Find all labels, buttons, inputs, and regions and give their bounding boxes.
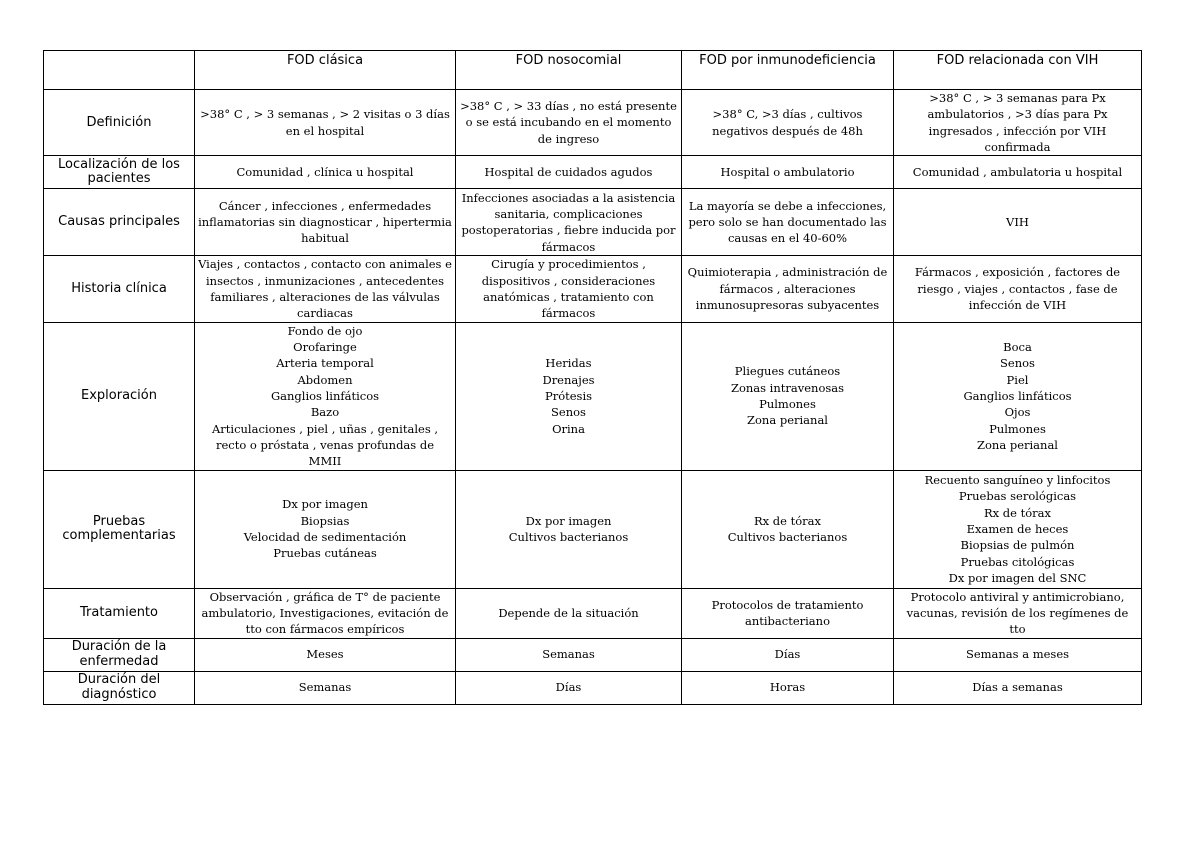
fod-comparison-table [43, 50, 1142, 705]
cell-line: >38° C , > 33 días , no está presente o se está incubando en el momento de ingreso [460, 99, 677, 146]
cell-line: Comunidad , ambulatoria u hospital [912, 165, 1123, 180]
row-label-tratamiento: Tratamiento [44, 588, 195, 638]
cell-line: Dx por imagen del SNC [948, 570, 1087, 585]
cell-exploracion-fod-clasica [195, 322, 456, 470]
cell-duracion-enfermedad-fod-nosocomial [456, 638, 682, 671]
cell-line: Semanas a meses [965, 647, 1070, 662]
cell-line: Días [555, 680, 582, 695]
header-fod-vih: FOD relacionada con VIH [894, 51, 1142, 90]
cell-line: Heridas [545, 356, 592, 371]
cell-line: Observación , gráfica de T° de paciente ambulatorio, Investigaciones, evitación de tto con fármacos empíricos [201, 589, 449, 637]
cell-causas-fod-clasica [195, 189, 456, 256]
cell-duracion-enfermedad-fod-vih [894, 638, 1142, 671]
cell-line: Abdomen [297, 372, 353, 387]
table-row-historia [44, 256, 1142, 322]
table-row-localizacion [44, 156, 1142, 189]
cell-localizacion-fod-vih [894, 156, 1142, 189]
cell-line: Infecciones asociadas a la asistencia sanitaria, complicaciones postoperatorias , fiebre inducida por fármacos [461, 190, 676, 254]
cell-duracion-enfermedad-fod-inmunodeficiencia [682, 638, 894, 671]
cell-line: Dx por imagen [282, 497, 368, 512]
cell-line: Ganglios linfáticos [963, 388, 1072, 403]
cell-line: Biopsias [300, 513, 350, 528]
cell-line: Drenajes [542, 372, 595, 387]
cell-duracion-diagnostico-fod-clasica [195, 671, 456, 704]
cell-line: Pruebas citológicas [960, 554, 1075, 569]
table-row-duracion-enfermedad [44, 638, 1142, 671]
table-row-tratamiento [44, 588, 1142, 638]
cell-causas-fod-inmunodeficiencia [682, 189, 894, 256]
cell-line: Orofaringe [293, 339, 357, 354]
cell-line: Rx de tórax [753, 513, 821, 528]
cell-line: Depende de la situación [498, 605, 639, 620]
table-row-pruebas [44, 470, 1142, 588]
cell-line: Protocolos de tratamiento antibacteriano [711, 597, 864, 629]
row-label-historia: Historia clínica [44, 256, 195, 322]
cell-line: Días a semanas [972, 680, 1063, 695]
cell-line: Zona perianal [977, 437, 1058, 452]
cell-line: Cirugía y procedimientos , dispositivos , consideraciones anatómicas , tratamiento con fármacos [481, 257, 656, 321]
cell-line: Pulmones [989, 421, 1046, 436]
cell-line: Recuento sanguíneo y linfocitos [924, 472, 1111, 487]
cell-exploracion-fod-inmunodeficiencia [682, 322, 894, 470]
cell-duracion-diagnostico-fod-vih [894, 671, 1142, 704]
cell-line: Fármacos , exposición , factores de riesgo , viajes , contactos , fase de infección de VIH [914, 265, 1121, 313]
cell-line: Cultivos bacterianos [508, 530, 629, 545]
cell-line: Quimioterapia , administración de fármacos , alteraciones inmunosupresoras subyacentes [687, 265, 888, 313]
cell-line: Bazo [310, 405, 340, 420]
row-label-causas: Causas principales [44, 189, 195, 256]
cell-pruebas-fod-vih [894, 470, 1142, 588]
row-label-duracion-diagnostico: Duración del diagnóstico [44, 671, 195, 704]
table-row-definicion [44, 90, 1142, 156]
cell-definicion-fod-clasica [195, 90, 456, 156]
cell-definicion-fod-vih [894, 90, 1142, 156]
cell-line: Ojos [1004, 405, 1031, 420]
cell-line: Pruebas cutáneas [273, 546, 377, 561]
cell-historia-fod-inmunodeficiencia [682, 256, 894, 322]
cell-line: Piel [1006, 372, 1029, 387]
cell-line: Rx de tórax [983, 505, 1051, 520]
cell-line: Senos [551, 405, 586, 420]
cell-line: Prótesis [544, 388, 593, 403]
cell-line: Examen de heces [966, 521, 1069, 536]
cell-line: Arteria temporal [276, 356, 374, 371]
cell-historia-fod-clasica [195, 256, 456, 322]
row-label-exploracion: Exploración [44, 322, 195, 470]
cell-line: Semanas [298, 680, 352, 695]
cell-exploracion-fod-nosocomial [456, 322, 682, 470]
table-row-duracion-diagnostico [44, 671, 1142, 704]
header-fod-nosocomial: FOD nosocomial [456, 51, 682, 90]
cell-line: Cáncer , infecciones , enfermedades inflamatorias sin diagnosticar , hipertermia habitual [198, 198, 452, 246]
cell-historia-fod-nosocomial [456, 256, 682, 322]
cell-line: Orina [552, 421, 585, 436]
cell-line: Viajes , contactos , contacto con animales e insectos , inmunizaciones , antecedentes familiares , alteraciones de las válvulas cardiacas [198, 257, 452, 321]
row-label-pruebas: Pruebas complementarias [44, 470, 195, 588]
cell-definicion-fod-nosocomial [456, 90, 682, 156]
cell-line: Velocidad de sedimentación [243, 530, 407, 545]
header-fod-clasica: FOD clásica [195, 51, 456, 90]
cell-line: >38° C , > 3 semanas para Px ambulatorios , >3 días para Px ingresados , infección por VIH confirmada [927, 91, 1108, 154]
cell-exploracion-fod-vih [894, 322, 1142, 470]
cell-line: >38° C, >3 días , cultivos negativos después de 48h [712, 107, 863, 138]
cell-line: Comunidad , clínica u hospital [236, 165, 414, 180]
cell-pruebas-fod-inmunodeficiencia [682, 470, 894, 588]
cell-line: Ganglios linfáticos [270, 388, 380, 403]
header-fod-inmunodeficiencia: FOD por inmunodeficiencia [682, 51, 894, 90]
cell-line: Cultivos bacterianos [727, 530, 848, 545]
cell-line: Hospital o ambulatorio [720, 165, 855, 180]
row-label-localizacion: Localización de los pacientes [44, 156, 195, 189]
cell-line: Semanas [542, 647, 595, 662]
cell-pruebas-fod-nosocomial [456, 470, 682, 588]
cell-duracion-diagnostico-fod-inmunodeficiencia [682, 671, 894, 704]
cell-definicion-fod-inmunodeficiencia [682, 90, 894, 156]
cell-line: Hospital de cuidados agudos [484, 165, 653, 180]
cell-line: La mayoría se debe a infecciones, pero solo se han documentado las causas en el 40-60% [688, 198, 887, 246]
table-row-causas [44, 189, 1142, 256]
cell-line: Pliegues cutáneos [734, 364, 841, 379]
cell-line: Articulaciones , piel , uñas , genitales , recto o próstata , venas profundas de MMII [211, 421, 439, 469]
cell-line: Senos [1000, 356, 1035, 371]
cell-line: Biopsias de pulmón [960, 538, 1075, 553]
cell-line: Protocolo antiviral y antimicrobiano, vacunas, revisión de los regímenes de tto [906, 589, 1129, 637]
cell-line: Zona perianal [747, 413, 828, 428]
cell-line: Boca [1003, 339, 1032, 354]
table-row-exploracion [44, 322, 1142, 470]
cell-tratamiento-fod-clasica [195, 588, 456, 638]
cell-causas-fod-vih [894, 189, 1142, 256]
cell-line: VIH [1006, 215, 1029, 230]
cell-line: Horas [769, 680, 806, 695]
cell-duracion-enfermedad-fod-clasica [195, 638, 456, 671]
cell-tratamiento-fod-inmunodeficiencia [682, 588, 894, 638]
cell-localizacion-fod-clasica [195, 156, 456, 189]
cell-line: >38° C , > 3 semanas , > 2 visitas o 3 días en el hospital [200, 107, 450, 138]
cell-line: Pruebas serológicas [958, 489, 1077, 504]
cell-pruebas-fod-clasica [195, 470, 456, 588]
cell-line: Zonas intravenosas [730, 380, 845, 395]
cell-line: Dx por imagen [525, 513, 612, 528]
cell-duracion-diagnostico-fod-nosocomial [456, 671, 682, 704]
cell-tratamiento-fod-nosocomial [456, 588, 682, 638]
cell-localizacion-fod-nosocomial [456, 156, 682, 189]
row-label-definicion: Definición [44, 90, 195, 156]
cell-line: Pulmones [759, 397, 816, 412]
cell-tratamiento-fod-vih [894, 588, 1142, 638]
header-corner [44, 51, 195, 90]
cell-line: Meses [306, 647, 344, 662]
cell-historia-fod-vih [894, 256, 1142, 322]
header-row [44, 51, 1142, 90]
cell-line: Días [774, 647, 801, 662]
cell-line: Fondo de ojo [287, 323, 363, 338]
cell-localizacion-fod-inmunodeficiencia [682, 156, 894, 189]
cell-causas-fod-nosocomial [456, 189, 682, 256]
row-label-duracion-enfermedad: Duración de la enfermedad [44, 638, 195, 671]
